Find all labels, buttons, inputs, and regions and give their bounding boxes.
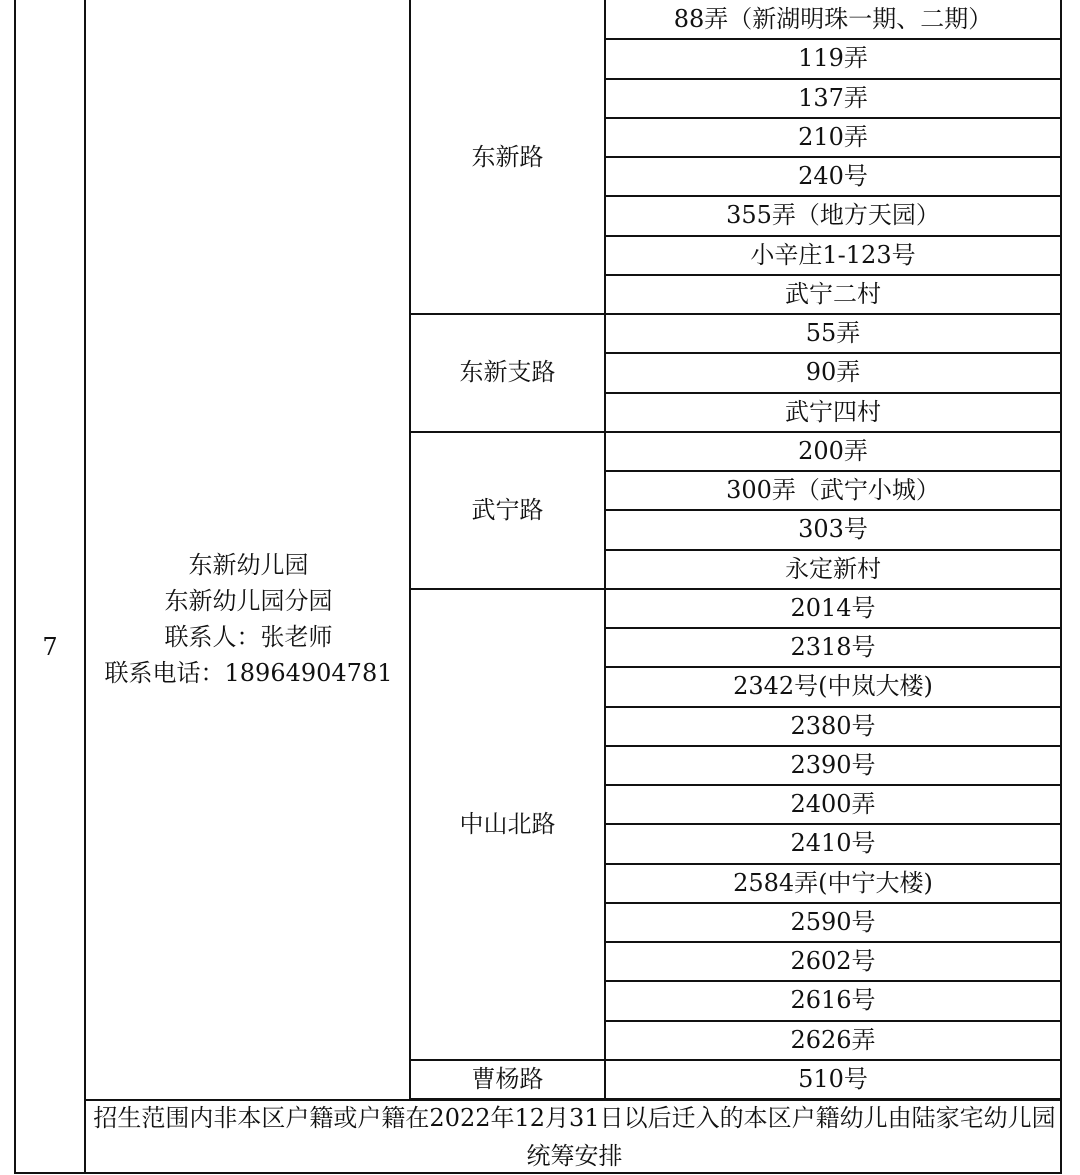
road-name: 曹杨路 (471, 1064, 544, 1093)
address-cell: 2014号 (790, 593, 876, 622)
address-cell: 137弄 (798, 83, 868, 112)
address-cell: 2342号(中岚大楼) (733, 672, 933, 701)
kindergarten-info (87, 0, 410, 1098)
address-cell: 武宁二村 (785, 279, 881, 308)
contact-phone: 联系电话：18964904781 (104, 659, 393, 687)
address-cell: 240号 (798, 162, 868, 191)
address-cell: 119弄 (798, 44, 868, 73)
road-name: 中山北路 (459, 809, 556, 838)
notice-text: 招生范围内非本区户籍或户籍在2022年12月31日以后迁入的本区户籍幼儿由陆家宅幼儿园统筹安排 (93, 1104, 1056, 1170)
address-cell: 2626弄 (790, 1025, 876, 1054)
address-cell: 2584弄(中宁大楼) (733, 868, 933, 897)
address-cell: 小辛庄1-123号 (750, 240, 916, 269)
address-cell: 永定新村 (785, 554, 881, 583)
address-cell: 武宁四村 (785, 397, 881, 426)
border-col2 (409, 0, 411, 1100)
address-cell: 2590号 (790, 907, 876, 936)
road-name: 东新支路 (459, 358, 556, 387)
row-number: 7 (42, 632, 58, 661)
address-cell: 300弄（武宁小城） (726, 476, 940, 505)
address-cell: 55弄 (805, 319, 861, 348)
border-left (14, 0, 16, 1174)
road-name: 武宁路 (471, 495, 544, 524)
kindergarten-branch: 东新幼儿园分园 (164, 587, 333, 615)
address-cell: 2390号 (790, 750, 876, 779)
address-cell: 200弄 (798, 436, 868, 465)
address-cell: 90弄 (805, 358, 861, 387)
border-notice-top (84, 1099, 1062, 1101)
address-cell: 2380号 (790, 711, 876, 740)
address-cell: 2318号 (790, 633, 876, 662)
border-right (1060, 0, 1062, 1174)
address-cell: 510号 (798, 1064, 868, 1093)
contact-person: 联系人：张老师 (164, 623, 333, 651)
address-cell: 303号 (798, 515, 868, 544)
kindergarten-name: 东新幼儿园 (188, 551, 309, 579)
address-cell: 2602号 (790, 947, 876, 976)
address-cell: 2616号 (790, 986, 876, 1015)
address-cell: 355弄（地方天园） (726, 201, 940, 230)
address-cell: 88弄（新湖明珠一期、二期） (673, 5, 993, 34)
border-col3 (604, 0, 606, 1100)
address-cell: 2400弄 (790, 790, 876, 819)
address-cell: 2410号 (790, 829, 876, 858)
address-cell: 210弄 (798, 122, 868, 151)
road-name: 东新路 (471, 142, 544, 171)
border-col1 (84, 0, 86, 1174)
